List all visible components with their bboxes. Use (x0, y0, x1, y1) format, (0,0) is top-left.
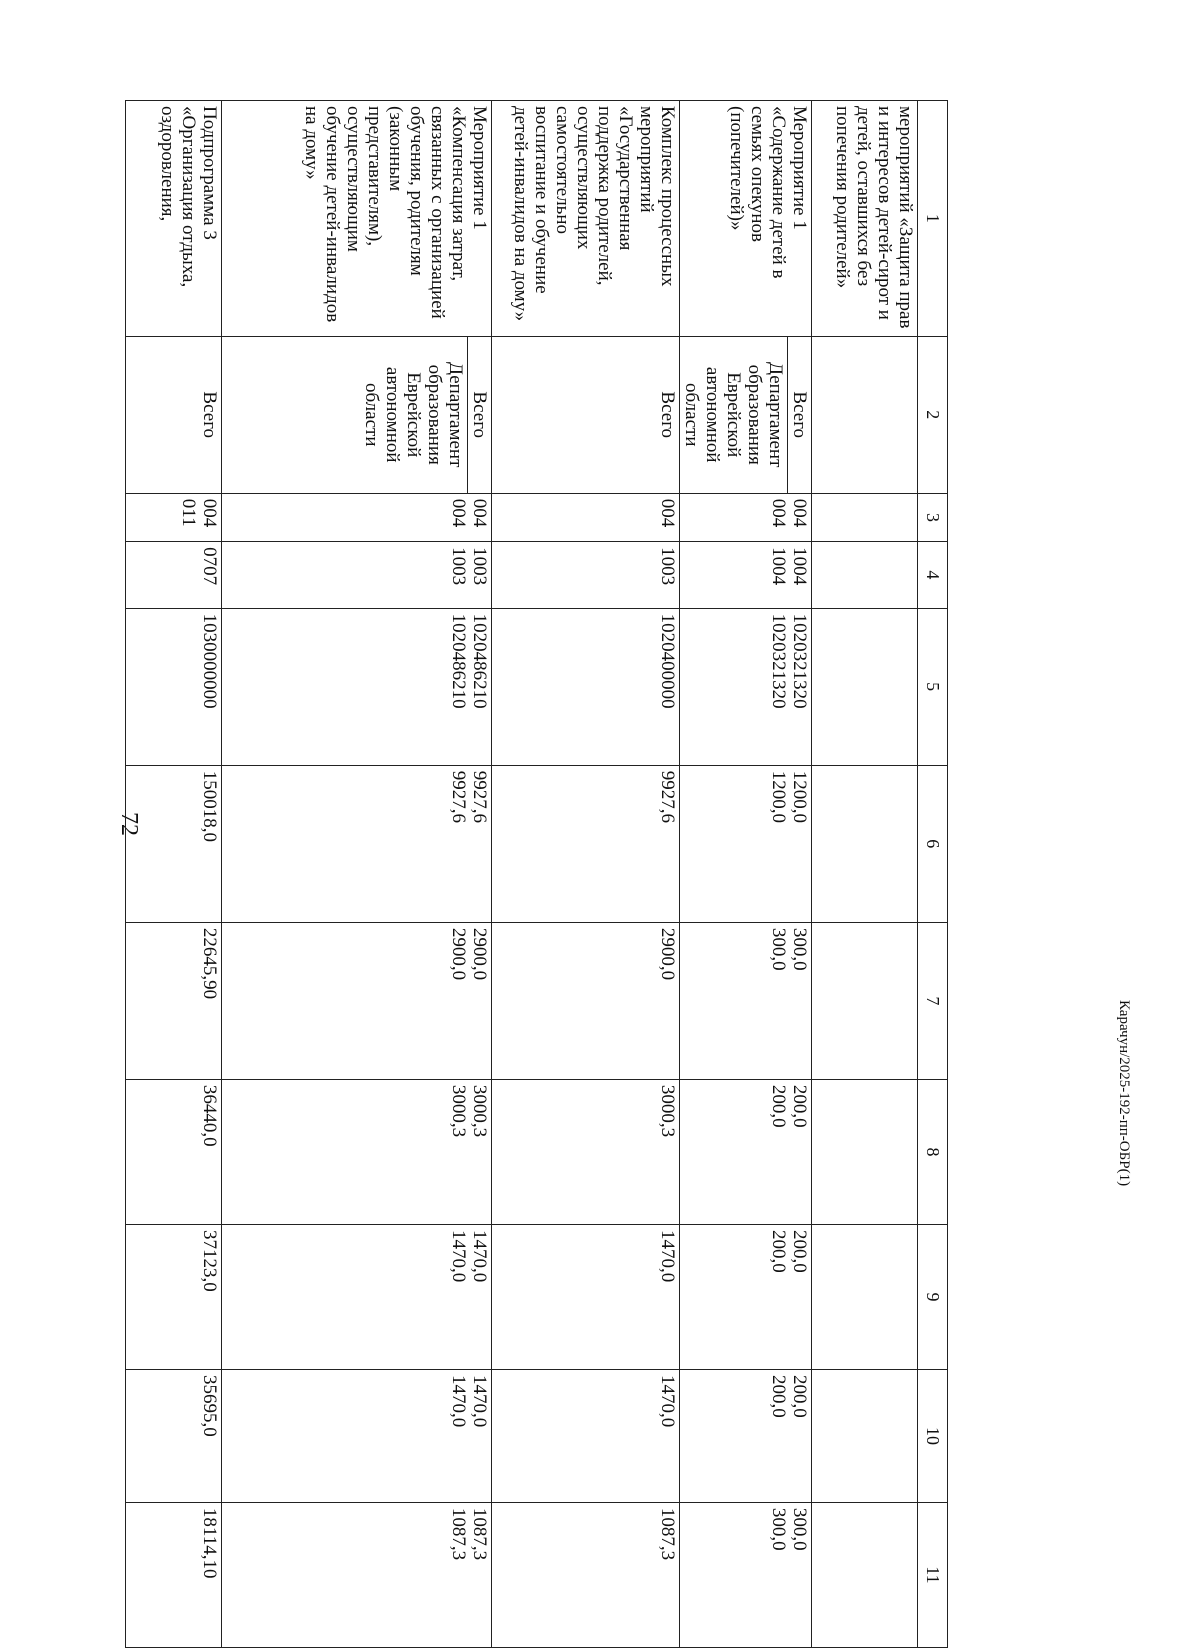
year6-value: 300,0 (789, 1507, 810, 1551)
row-name: Мероприятие 1 «Содержание детей в семьях опекунов (попечителей)» (680, 101, 812, 337)
year1-cell (812, 765, 918, 922)
year1-value: 9927,6 (469, 770, 490, 823)
rzpr-value: 1003 (469, 547, 490, 586)
year6-cell (222, 1502, 492, 1647)
rzpr-value: 1004 (768, 547, 789, 586)
header-cell: 10 (918, 1369, 948, 1502)
csr-value: 1020486210 (448, 613, 469, 709)
year1-cell (680, 765, 812, 922)
year5-cell (222, 1369, 492, 1502)
executor-total: Всего (199, 391, 220, 439)
year3-cell: 3000,3 (492, 1079, 680, 1224)
table-row (492, 101, 680, 1648)
executor-total: Всего (467, 337, 491, 493)
header-cell: 5 (918, 608, 948, 765)
header-cell: 2 (918, 336, 948, 493)
year4-value: 200,0 (768, 1229, 789, 1273)
grbs-cell (126, 493, 222, 541)
year4-cell (812, 1224, 918, 1369)
header-cell: 6 (918, 765, 948, 922)
year5-value: 200,0 (789, 1374, 810, 1418)
year4-cell (222, 1224, 492, 1369)
executor-total: Всего (657, 391, 678, 439)
year2-value: 2900,0 (448, 927, 469, 981)
csr-value: 1020321320 (768, 613, 789, 709)
program-table (125, 100, 948, 1648)
executor-dept: Департамент образования Еврейской автономной области (361, 362, 466, 468)
year6-cell: 1087,3 (492, 1502, 680, 1647)
row-name: Комплекс процессных мероприятий «Государственная поддержка родителей, осуществляющих самостоятельно воспитание и обучение детей-инвалидов на дому» (492, 101, 680, 337)
grbs-value: 004 (768, 498, 789, 528)
row-name: Подпрограмма 3 «Организация отдыха, оздоровления, (126, 101, 222, 337)
year3-cell (812, 1079, 918, 1224)
header-cell: 1 (918, 101, 948, 337)
year4-cell (680, 1224, 812, 1369)
grbs-cell (222, 493, 492, 541)
row-executor (812, 336, 918, 493)
year6-cell (680, 1502, 812, 1647)
year4-cell: 37123,0 (126, 1224, 222, 1369)
year2-cell: 22645,90 (126, 922, 222, 1079)
year5-cell (680, 1369, 812, 1502)
grbs-value: 004 (199, 498, 220, 528)
grbs-value: 004 (469, 498, 490, 528)
year3-cell: 36440,0 (126, 1079, 222, 1224)
table-row (126, 101, 222, 1648)
csr-value: 1020486210 (469, 613, 490, 709)
table-row (812, 101, 918, 1648)
csr-cell (222, 608, 492, 765)
csr-cell (812, 608, 918, 765)
row-executor (680, 336, 812, 493)
year6-cell: 18114,10 (126, 1502, 222, 1647)
year2-value: 300,0 (789, 927, 810, 971)
year1-value: 1200,0 (768, 770, 789, 823)
csr-cell: 1020400000 (492, 608, 680, 765)
year6-cell (812, 1502, 918, 1647)
year2-cell (680, 922, 812, 1079)
footer-code: Карачун/2025-192-пп-ОБР(1) (1116, 1000, 1132, 1187)
rzpr-cell (680, 542, 812, 608)
year3-value: 3000,3 (469, 1084, 490, 1138)
year6-value: 1087,3 (469, 1507, 490, 1561)
header-cell: 4 (918, 542, 948, 608)
year1-cell: 150018,0 (126, 765, 222, 922)
year3-value: 200,0 (789, 1084, 810, 1128)
year3-cell (680, 1079, 812, 1224)
grbs-value: 004 (448, 498, 469, 528)
page-number: 72 (116, 812, 142, 836)
year4-cell: 1470,0 (492, 1224, 680, 1369)
year5-cell: 1470,0 (492, 1369, 680, 1502)
year1-cell: 9927,6 (492, 765, 680, 922)
grbs-value: 004 (789, 498, 810, 528)
row-name: Мероприятие 1 «Компенсация затрат, связанных с организацией обучения, родителям (законным представителям), осуществляющим обучение детей-инвалидов на дому» (222, 101, 492, 337)
year2-cell (812, 922, 918, 1079)
csr-value: 1020321320 (789, 613, 810, 709)
year2-value: 300,0 (768, 927, 789, 971)
year3-value: 3000,3 (448, 1084, 469, 1138)
header-cell: 9 (918, 1224, 948, 1369)
year6-value: 1087,3 (448, 1507, 469, 1561)
year4-value: 1470,0 (469, 1229, 490, 1283)
table-row (680, 101, 812, 1648)
year1-value: 1200,0 (789, 770, 810, 823)
year4-value: 200,0 (789, 1229, 810, 1273)
year2-cell: 2900,0 (492, 922, 680, 1079)
grbs-value: 011 (178, 498, 199, 527)
year5-cell: 35695,0 (126, 1369, 222, 1502)
row-name: мероприятий «Защита прав и интересов детей-сирот и детей, оставшихся без попечения родителей» (812, 101, 918, 337)
rzpr-cell: 0707 (126, 542, 222, 608)
row-executor (492, 336, 680, 493)
grbs-cell: 004 (492, 493, 680, 541)
header-cell: 8 (918, 1079, 948, 1224)
rzpr-value: 1003 (448, 547, 469, 586)
header-cell: 11 (918, 1502, 948, 1647)
header-row (918, 101, 948, 1648)
grbs-cell (812, 493, 918, 541)
table-row (222, 101, 492, 1648)
executor-total: Всего (787, 337, 811, 493)
rzpr-cell (812, 542, 918, 608)
year5-value: 1470,0 (448, 1374, 469, 1428)
header-cell: 7 (918, 922, 948, 1079)
year1-value: 9927,6 (448, 770, 469, 823)
year6-value: 300,0 (768, 1507, 789, 1551)
rzpr-value: 1004 (789, 547, 810, 586)
row-executor (126, 336, 222, 493)
year4-value: 1470,0 (448, 1229, 469, 1283)
year2-value: 2900,0 (469, 927, 490, 981)
year3-cell (222, 1079, 492, 1224)
year2-cell (222, 922, 492, 1079)
rzpr-cell: 1003 (492, 542, 680, 608)
year5-value: 200,0 (768, 1374, 789, 1418)
executor-dept: Департамент образования Еврейской автономной области (681, 362, 786, 468)
header-cell: 3 (918, 493, 948, 541)
rzpr-cell (222, 542, 492, 608)
year5-value: 1470,0 (469, 1374, 490, 1428)
csr-cell: 1030000000 (126, 608, 222, 765)
year3-value: 200,0 (768, 1084, 789, 1128)
grbs-cell (680, 493, 812, 541)
year5-cell (812, 1369, 918, 1502)
year1-cell (222, 765, 492, 922)
row-executor (222, 336, 492, 493)
csr-cell (680, 608, 812, 765)
